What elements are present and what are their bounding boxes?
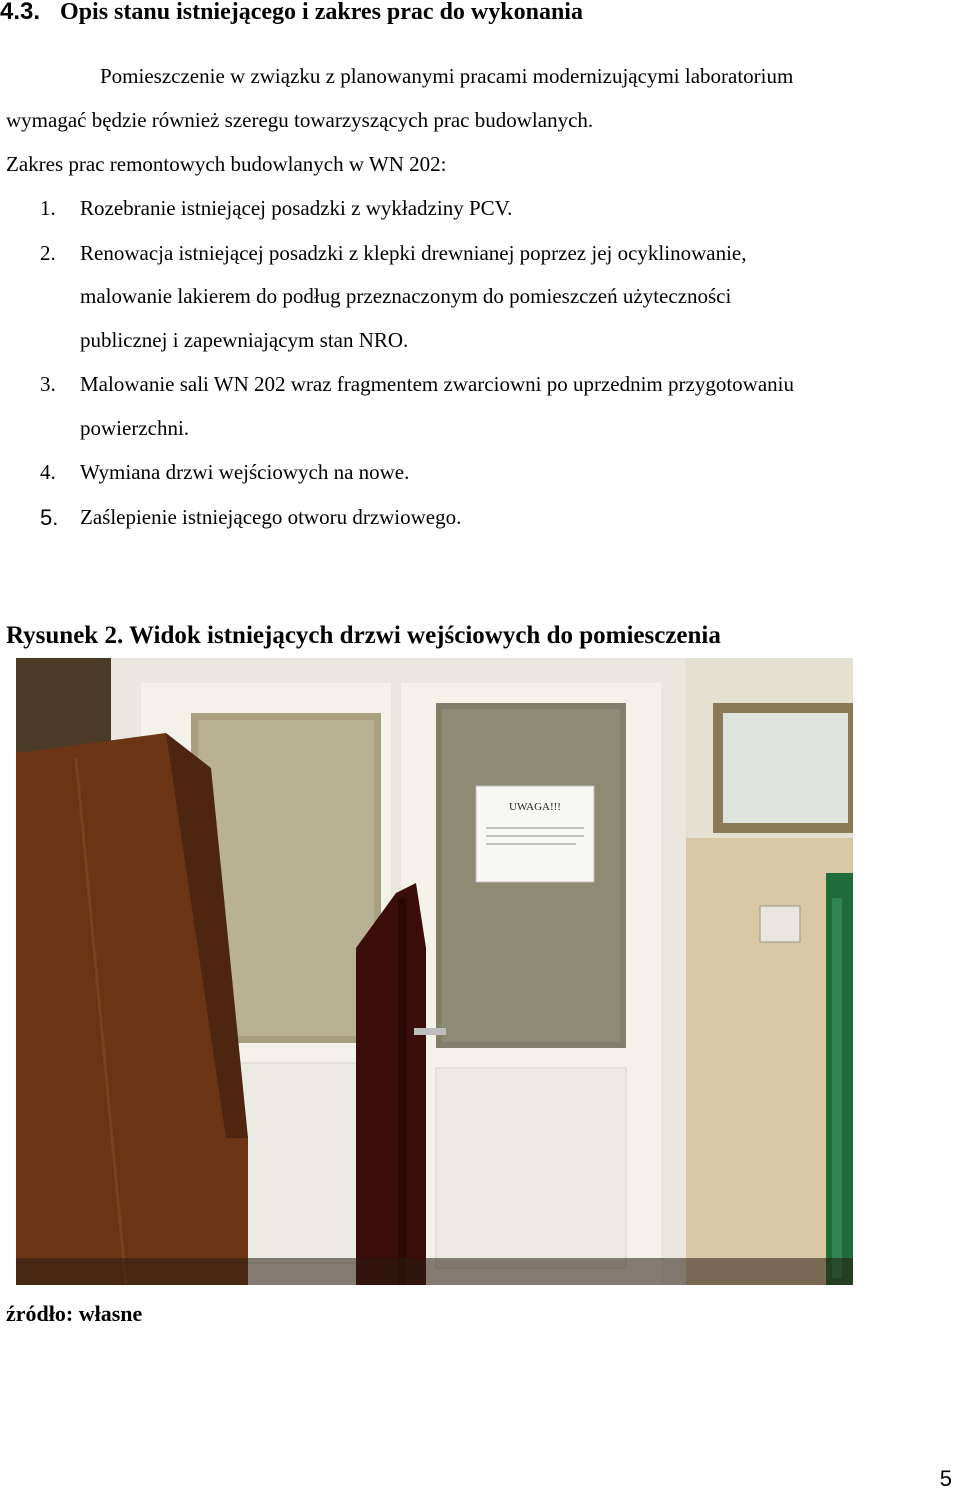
list-item-text: Wymiana drzwi wejściowych na nowe. [80,460,410,484]
door-photo [16,658,853,1285]
dark-panel [356,883,426,1285]
list-item-text: Renowacja istniejącej posadzki z klepki drewnianej poprzez jej ocyklinowanie, [80,241,747,265]
list-item-number: 2. [40,241,56,265]
list-item-text: Rozebranie istniejącej posadzki z wykładziny PCV. [80,196,513,220]
list-item-text: Malowanie sali WN 202 wraz fragmentem zwarciowni po uprzednim przygotowaniu [80,372,794,396]
list-item-number: 4. [40,460,56,484]
door-handle [414,1028,446,1035]
list-item-number: 5. [40,505,59,530]
list-item-number: 1. [40,196,56,220]
list-item-text: malowanie lakierem do podług przeznaczonym do pomieszczeń użyteczności [80,284,732,308]
intro-line-1: Pomieszczenie w związku z planowanymi pracami modernizującymi laboratorium [100,64,794,88]
list-item-text: publicznej i zapewniającym stan NRO. [80,328,409,352]
figure-source: źródło: własne [6,1301,143,1326]
figure-caption: Rysunek 2. Widok istniejących drzwi wejściowych do pomiesczenia [6,622,721,649]
intro-line-2: wymagać będzie również szeregu towarzyszących prac budowlanych. [6,108,594,132]
light-switch [760,906,800,942]
intro-line-3: Zakres prac remontowych budowlanych w WN 202: [6,152,447,176]
list-item-text: powierzchni. [80,416,190,440]
notice-title: UWAGA!!! [509,801,561,813]
page-number: 5 [939,1466,952,1491]
list-item-number: 3. [40,372,56,396]
wall-frame-paper [723,713,848,823]
section-title: Opis stanu istniejącego i zakres prac do wykonania [60,0,583,25]
section-number: 4.3. [0,0,41,25]
list-item-text: Zaślepienie istniejącego otworu drzwiowego. [80,505,462,529]
section-heading [0,0,583,26]
